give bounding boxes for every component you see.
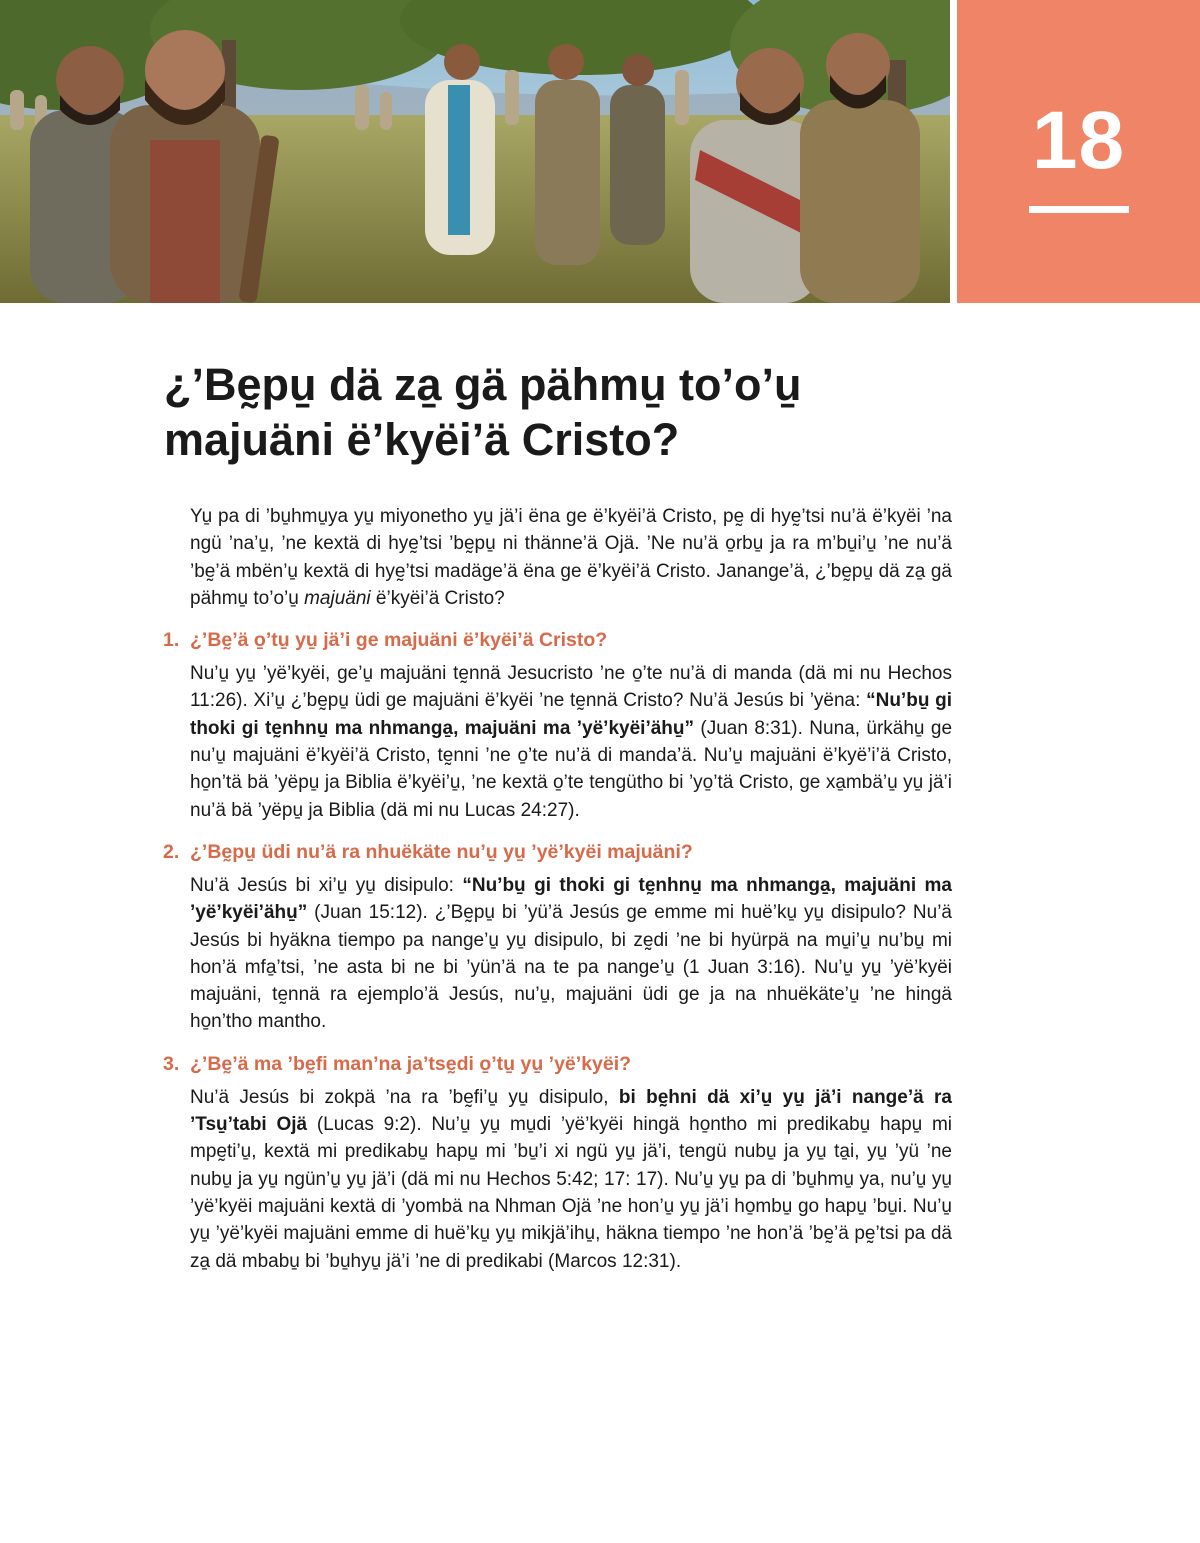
hero-illustration [0, 0, 950, 303]
lesson-title [164, 357, 1064, 467]
section-2-text-b: (Juan 15:12). ¿’Bḛpu̱ bi ’yü’ä Jesús ge emme mi huë’ku̱ yu̱ disipulo? Nu’ä Jesús bi hyäkna tiempo pa nange’u̱ yu̱ disipulo, bi zḛdi ’ne bi hyürpä na mu̱i’u̱ nu’bu̱ mi hon’ä mfa̱’tsi, ’ne asta bi ne bi ’yün’ä na te pa nange’u̱ (1 Juan 3:16). Nu’u̱ yu̱ ’yë’kyëi majuäni, tḛnnä ra ejemplo’ä Jesús, nu’u̱, majuäni üdi ge ja na nhuëkäte’u̱ ’ne hingä ho̱n’tho mantho. [190, 902, 952, 1033]
lesson-number: 18 [1031, 95, 1126, 186]
section-2-answer [190, 872, 952, 1036]
section-2-question [163, 838, 952, 866]
lesson-title-line-1: ¿’Bḛpu̱ dä za̱ gä pähmu̱ to’o’u̱ [164, 359, 802, 410]
section-3-question [163, 1050, 952, 1078]
intro-paragraph [190, 503, 952, 612]
section-1-answer [190, 660, 952, 824]
section-3-text-a: Nu’ä Jesús bi zokpä ’na ra ’bḛfi’u̱ yu̱ disipulo, [190, 1086, 619, 1108]
intro-text: Yu̱ pa di ’bu̱hmu̱ya yu̱ miyonetho yu̱ jä’i ëna ge ë’kyëi’ä Cristo, pḛ di hyḛ’tsi nu’ä ë’kyëi ’na ngü ’na’u̱, ’ne kextä di hyḛ’tsi ’bḛpu̱ ni thänne’ä Ojä. ’Ne nu’ä o̱rbu̱ ja ra m’bu̱i’u̱ ’ne nu’ä ’bḛ’ä mbën’u̱ kextä di hyḛ’tsi madäge’ä ëna ge ë’kyëi’ä Cristo. Janange’ä, ¿’bḛpu̱ dä za̱ gä pähmu̱ to’o’u̱ [190, 506, 952, 609]
section-1-question-text: ¿’Bḛ’ä o̱’tu̱ yu̱ jä’i ge majuäni ë’kyëi’ä Cristo? [190, 629, 608, 652]
section-1-text-b: (Juan 8:31). Nuna, ürkähu̱ ge nu’u̱ majuäni ë’kyëi’ä Cristo, tḛnni ’ne o̱’te nu’ä di manda’ä. Nu’u̱ majuäni ë’kyë’i’ä Cristo, ho̱n’tä bä ’yëpu̱ ja Biblia ë’kyëi’u̱, ’ne kextä o̱’te tengütho bi ’yo̱’tä Cristo, ge xa̱mbä’u̱ yu̱ jä’i nu’ä bä ’yëpu̱ ja Biblia (dä mi nu Lucas 24:27). [190, 717, 953, 821]
intro-italic: majuäni [304, 587, 371, 609]
section-2-quote: “Nu’bu̱ gi thoki gi tḛnhnu̱ ma nhmanga̱, majuäni ma ’yë’kyëi’ähu̱” [190, 874, 952, 924]
lesson-number-badge [957, 0, 1200, 303]
section-3-answer [190, 1084, 952, 1275]
section-3-emphasis: bi bḛhni dä xi’u̱ yu̱ jä’i nange’ä ra ’Tsu̱’tabi Ojä [190, 1086, 952, 1136]
lesson-body [163, 503, 953, 1289]
section-2-question-text: ¿’Bḛpu̱ üdi nu’ä ra nhuëkäte nu’u̱ yu̱ ’yë’kyëi majuäni? [190, 840, 693, 863]
section-1-number: 1. [163, 629, 180, 652]
lesson-title-line-2: majuäni ë’kyëi’ä Cristo? [164, 414, 680, 465]
hero-scene-drawing [0, 0, 950, 303]
intro-text-end: ë’kyëi’ä Cristo? [370, 587, 505, 609]
section-3-question-text: ¿’Bḛ’ä ma ’bḛfi man’na ja’tsḛdi o̱’tu̱ yu̱ ’yë’kyëi? [190, 1052, 632, 1075]
section-2-number: 2. [163, 840, 180, 863]
section-3-number: 3. [163, 1052, 180, 1075]
section-3-text-b: (Lucas 9:2). Nu’u̱ yu̱ mu̱di ’yë’kyëi hingä ho̱ntho mi predikabu̱ hapu̱ mi mpḛti’u̱, kextä mi predikabu̱ hapu̱ mi ’bu̱’i xi ngü yu̱ jä’i, tengü nubu̱ ja yu̱ ta̱i, yu̱ ’yü ’ne nubu̱ ja yu̱ ngün’u̱ yu̱ jä’i (dä mi nu Hechos 5:42; 17: 17). Nu’u̱ yu̱ pa di ’bu̱hmu̱ ya, nu’u̱ yu̱ ’yë’kyëi majuäni kextä di ’yombä na Nhman Ojä ’ne hon’u̱ yu̱ jä’i ho̱mbu̱ go hapu̱ ’bu̱i. Nu’u̱ yu̱ ’yë’kyëi majuäni emme di huë’ku̱ yu̱ mikjä’ihu̱, häkna tiempo ’ne hon’ä ’bḛ’ä pḛ’tsi pa dä za̱ dä mbabu̱ bi ’bu̱hyu̱ jä’i ’ne di predikabi (Marcos 12:31). [190, 1114, 953, 1272]
section-1-question [163, 626, 952, 654]
section-2-text-a: Nu’ä Jesús bi xi’u̱ yu̱ disipulo: [190, 874, 463, 896]
section-1-quote: “Nu’bu̱ gi thoki gi tḛnhnu̱ ma nhmanga̱, majuäni ma ’yë’kyëi’ähu̱” [190, 690, 953, 739]
section-1-text-a: Nu’u̱ yu̱ ’yë’kyëi, ge’u̱ majuäni tḛnnä Jesucristo ’ne o̱’te nu’ä di manda (dä mi nu Hechos 11:26). Xi’u̱ ¿’bḛpu̱ üdi ge majuäni ë’kyëi ’ne tḛnnä Cristo? Nu’ä Jesús bi ’yëna: [190, 663, 952, 712]
lesson-number-underline [1029, 206, 1129, 213]
